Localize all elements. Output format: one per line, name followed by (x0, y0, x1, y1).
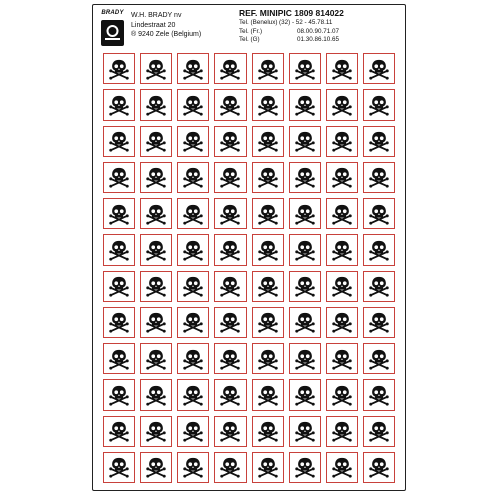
skull-crossbones-icon (368, 239, 390, 261)
skull-crossbones-icon (331, 456, 353, 478)
hazard-label (363, 343, 395, 374)
hazard-label (103, 234, 135, 265)
skull-crossbones-icon (294, 166, 316, 188)
hazard-label (214, 271, 246, 302)
hazard-label (214, 234, 246, 265)
skull-crossbones-icon (182, 348, 204, 370)
hazard-label (214, 53, 246, 84)
hazard-label (103, 53, 135, 84)
hazard-label (363, 416, 395, 447)
skull-crossbones-icon (145, 94, 167, 116)
hazard-label (363, 452, 395, 483)
skull-crossbones-icon (257, 348, 279, 370)
hazard-label (177, 379, 209, 410)
skull-crossbones-icon (368, 384, 390, 406)
skull-crossbones-icon (331, 348, 353, 370)
skull-crossbones-icon (182, 94, 204, 116)
skull-crossbones-icon (108, 94, 130, 116)
hazard-label (326, 307, 358, 338)
skull-crossbones-icon (257, 203, 279, 225)
skull-crossbones-icon (294, 58, 316, 80)
skull-crossbones-icon (108, 58, 130, 80)
hazard-label (289, 234, 321, 265)
skull-crossbones-icon (294, 384, 316, 406)
hazard-label (363, 307, 395, 338)
skull-crossbones-icon (294, 130, 316, 152)
contact-number: 01.30.86.10.65 (297, 36, 340, 43)
logo-text: BRADY (101, 10, 124, 16)
hazard-label (103, 343, 135, 374)
hazard-label (140, 234, 172, 265)
skull-crossbones-icon (368, 456, 390, 478)
hazard-label (140, 416, 172, 447)
hazard-label (289, 271, 321, 302)
hazard-label (326, 89, 358, 120)
skull-crossbones-icon (368, 58, 390, 80)
skull-crossbones-icon (331, 94, 353, 116)
skull-crossbones-icon (145, 311, 167, 333)
hazard-label (177, 89, 209, 120)
hazard-label (140, 198, 172, 229)
skull-crossbones-icon (257, 239, 279, 261)
hazard-label (252, 379, 284, 410)
skull-crossbones-icon (219, 239, 241, 261)
hazard-label (140, 53, 172, 84)
skull-crossbones-icon (368, 311, 390, 333)
hazard-label (214, 126, 246, 157)
skull-crossbones-icon (257, 420, 279, 442)
skull-crossbones-icon (331, 166, 353, 188)
hazard-label (177, 271, 209, 302)
company-street: Lindestraat 20 (131, 21, 176, 29)
hazard-label (363, 234, 395, 265)
hazard-label (140, 307, 172, 338)
skull-crossbones-icon (108, 384, 130, 406)
hazard-label (140, 343, 172, 374)
skull-crossbones-icon (108, 348, 130, 370)
hazard-label (363, 271, 395, 302)
hazard-label (214, 379, 246, 410)
hazard-label (252, 452, 284, 483)
skull-crossbones-icon (145, 166, 167, 188)
hazard-label (252, 416, 284, 447)
hazard-label (326, 416, 358, 447)
hazard-label (103, 452, 135, 483)
skull-crossbones-icon (331, 239, 353, 261)
hazard-label (326, 234, 358, 265)
hazard-label (140, 126, 172, 157)
skull-crossbones-icon (368, 130, 390, 152)
skull-crossbones-icon (294, 94, 316, 116)
hazard-label (214, 416, 246, 447)
skull-crossbones-icon (182, 456, 204, 478)
hazard-label (103, 307, 135, 338)
skull-crossbones-icon (219, 348, 241, 370)
skull-crossbones-icon (145, 203, 167, 225)
hazard-label (214, 452, 246, 483)
skull-crossbones-icon (294, 456, 316, 478)
hazard-label (289, 379, 321, 410)
hazard-label (177, 416, 209, 447)
hazard-label (177, 162, 209, 193)
skull-crossbones-icon (331, 311, 353, 333)
hazard-label (326, 162, 358, 193)
hazard-label (289, 126, 321, 157)
hazard-label (252, 162, 284, 193)
hazard-label (103, 162, 135, 193)
hazard-label (252, 89, 284, 120)
skull-crossbones-icon (108, 130, 130, 152)
hazard-label (103, 379, 135, 410)
hazard-label (177, 126, 209, 157)
hazard-label (103, 198, 135, 229)
hazard-label (363, 89, 395, 120)
hazard-label (252, 343, 284, 374)
city-marker: ® (131, 31, 137, 38)
skull-crossbones-icon (294, 239, 316, 261)
label-grid (103, 53, 395, 483)
skull-crossbones-icon (108, 239, 130, 261)
hazard-label (252, 307, 284, 338)
skull-crossbones-icon (108, 203, 130, 225)
hazard-label (289, 307, 321, 338)
skull-crossbones-icon (294, 275, 316, 297)
contact-label: Tel. (Benelux) (239, 19, 278, 26)
hazard-label (103, 416, 135, 447)
hazard-label (363, 162, 395, 193)
hazard-label (252, 198, 284, 229)
hazard-label (326, 126, 358, 157)
brady-logo (101, 10, 124, 47)
hazard-label (326, 379, 358, 410)
hazard-label (103, 89, 135, 120)
skull-crossbones-icon (294, 311, 316, 333)
hazard-label (177, 452, 209, 483)
company-city-row (131, 30, 201, 40)
skull-crossbones-icon (182, 130, 204, 152)
hazard-label (252, 53, 284, 84)
skull-crossbones-icon (368, 348, 390, 370)
skull-crossbones-icon (368, 166, 390, 188)
skull-crossbones-icon (145, 348, 167, 370)
skull-crossbones-icon (331, 203, 353, 225)
skull-crossbones-icon (257, 130, 279, 152)
hazard-label (177, 234, 209, 265)
skull-crossbones-icon (257, 456, 279, 478)
hazard-label (252, 126, 284, 157)
hazard-label (252, 234, 284, 265)
hazard-label (140, 271, 172, 302)
contact-number: (32) - 52 - 45.78.11 (279, 19, 333, 26)
product-ref: REF. MINIPIC 1809 814022 (239, 8, 344, 18)
skull-crossbones-icon (368, 420, 390, 442)
skull-crossbones-icon (219, 311, 241, 333)
hazard-label (177, 343, 209, 374)
hazard-label (289, 343, 321, 374)
hazard-label (326, 198, 358, 229)
skull-crossbones-icon (108, 420, 130, 442)
skull-crossbones-icon (182, 384, 204, 406)
skull-crossbones-icon (182, 275, 204, 297)
sheet-header (93, 5, 405, 51)
hazard-label (326, 452, 358, 483)
hazard-label (363, 379, 395, 410)
company-name: W.H. BRADY nv (131, 12, 182, 19)
skull-crossbones-icon (108, 311, 130, 333)
hazard-label (140, 162, 172, 193)
company-city: 9240 Zele (Belgium) (138, 31, 202, 38)
skull-crossbones-icon (294, 203, 316, 225)
hazard-label (326, 343, 358, 374)
skull-crossbones-icon (257, 166, 279, 188)
skull-crossbones-icon (331, 384, 353, 406)
skull-crossbones-icon (145, 130, 167, 152)
contact-number: 08.00.90.71.07 (297, 27, 340, 35)
skull-crossbones-icon (145, 239, 167, 261)
contact-label: Tel. (Fr.) (239, 27, 263, 35)
skull-crossbones-icon (257, 94, 279, 116)
skull-crossbones-icon (219, 384, 241, 406)
skull-crossbones-icon (145, 384, 167, 406)
skull-crossbones-icon (182, 239, 204, 261)
hazard-label (363, 53, 395, 84)
hazard-label (252, 271, 284, 302)
skull-crossbones-icon (182, 166, 204, 188)
skull-crossbones-icon (182, 58, 204, 80)
skull-crossbones-icon (294, 348, 316, 370)
skull-crossbones-icon (331, 275, 353, 297)
hazard-label (289, 89, 321, 120)
hazard-label (289, 452, 321, 483)
skull-crossbones-icon (219, 203, 241, 225)
label-sheet (92, 4, 406, 491)
skull-crossbones-icon (219, 58, 241, 80)
hazard-label (363, 126, 395, 157)
skull-crossbones-icon (257, 311, 279, 333)
hazard-label (214, 307, 246, 338)
hazard-label (177, 307, 209, 338)
skull-crossbones-icon (257, 58, 279, 80)
skull-crossbones-icon (219, 130, 241, 152)
skull-crossbones-icon (219, 456, 241, 478)
hazard-label (177, 53, 209, 84)
hazard-label (214, 343, 246, 374)
skull-crossbones-icon (368, 94, 390, 116)
hazard-label (103, 126, 135, 157)
skull-crossbones-icon (108, 456, 130, 478)
skull-crossbones-icon (331, 130, 353, 152)
hazard-label (289, 416, 321, 447)
hazard-label (140, 89, 172, 120)
hazard-label (214, 162, 246, 193)
hazard-label (289, 198, 321, 229)
skull-crossbones-icon (257, 275, 279, 297)
hazard-label (103, 271, 135, 302)
hazard-label (326, 53, 358, 84)
skull-crossbones-icon (331, 58, 353, 80)
hazard-label (326, 271, 358, 302)
hazard-label (214, 89, 246, 120)
hazard-label (363, 198, 395, 229)
skull-crossbones-icon (182, 420, 204, 442)
skull-crossbones-icon (219, 94, 241, 116)
hazard-label (177, 198, 209, 229)
skull-crossbones-icon (145, 420, 167, 442)
hazard-label (140, 452, 172, 483)
skull-crossbones-icon (294, 420, 316, 442)
skull-crossbones-icon (368, 275, 390, 297)
skull-crossbones-icon (219, 166, 241, 188)
hazard-label (289, 162, 321, 193)
skull-crossbones-icon (219, 275, 241, 297)
skull-crossbones-icon (108, 275, 130, 297)
company-address (131, 11, 201, 40)
skull-crossbones-icon (257, 384, 279, 406)
skull-crossbones-icon (368, 203, 390, 225)
skull-crossbones-icon (108, 166, 130, 188)
skull-crossbones-icon (145, 58, 167, 80)
skull-crossbones-icon (331, 420, 353, 442)
contact-label: Tel. (G) (239, 36, 260, 43)
skull-crossbones-icon (219, 420, 241, 442)
skull-crossbones-icon (182, 203, 204, 225)
hazard-label (214, 198, 246, 229)
logo-mark-icon (104, 24, 121, 42)
skull-crossbones-icon (182, 311, 204, 333)
hazard-label (289, 53, 321, 84)
skull-crossbones-icon (145, 456, 167, 478)
hazard-label (140, 379, 172, 410)
skull-crossbones-icon (145, 275, 167, 297)
